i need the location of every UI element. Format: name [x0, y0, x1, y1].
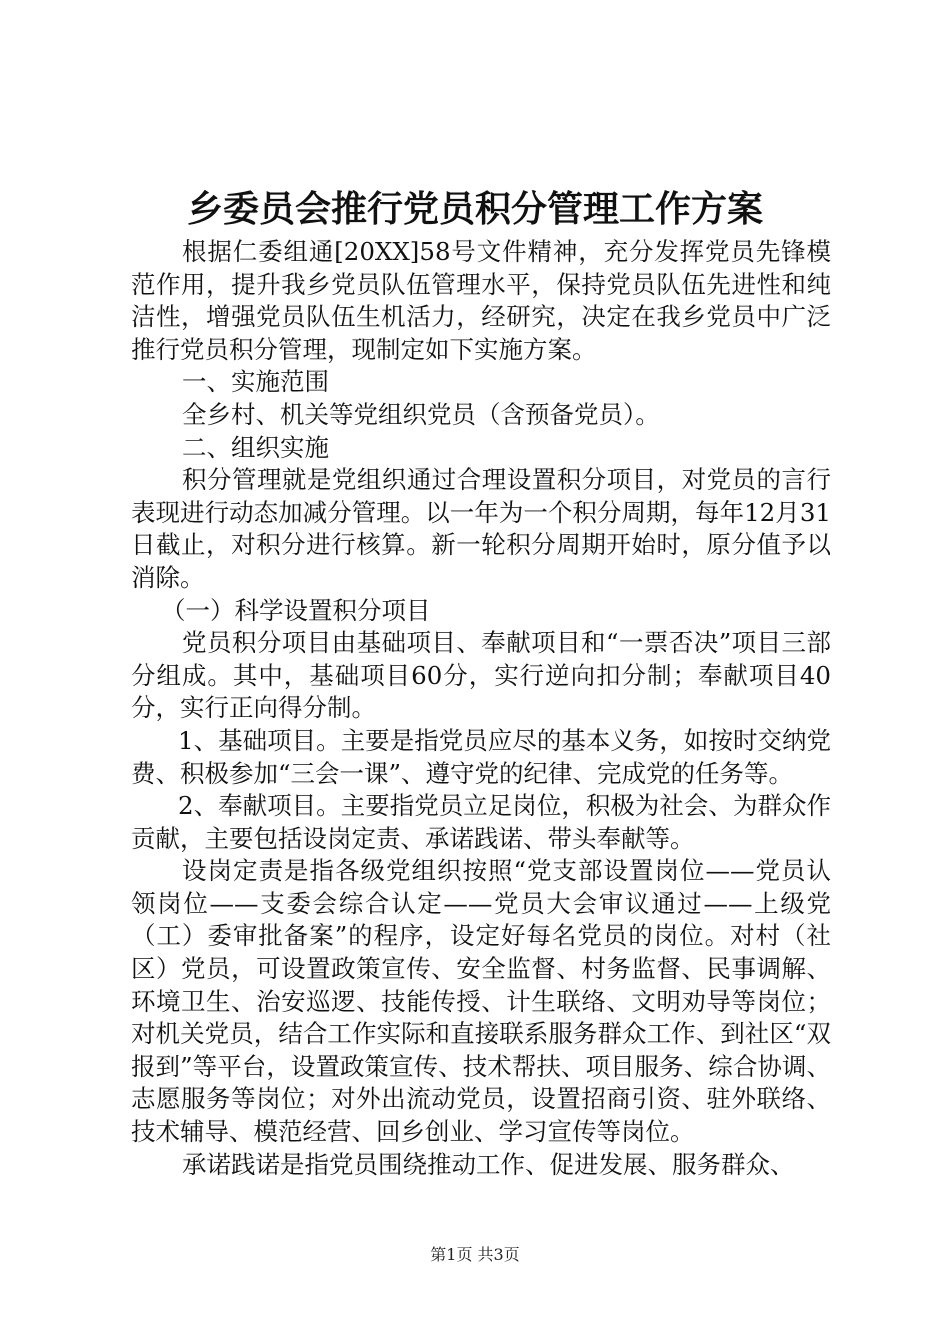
paragraph-implementation: 积分管理就是党组织通过合理设置积分项目，对党员的言行表现进行动态加减分管理。以一年为一个积分周期，每年12月31日截止，对积分进行核算。新一轮积分周期开始时，原分值予以消除。: [131, 465, 831, 592]
paragraph-items: 党员积分项目由基础项目、奉献项目和“一票否决”项目三部分组成。其中，基础项目60分，实行逆向扣分制；奉献项目40分，实行正向得分制。: [131, 628, 831, 723]
section-heading-implementation: 二、组织实施: [182, 432, 329, 462]
paragraph-contribution-items: 2、奉献项目。主要指党员立足岗位，积极为社会、为群众作贡献，主要包括设岗定责、承诺践诺、带头奉献等。: [131, 791, 831, 853]
subsection-heading-items: （一）科学设置积分项目: [161, 595, 431, 625]
document-body: [131, 236, 831, 1181]
paragraph-intro: 根据仁委组通[20XX]58号文件精神，充分发挥党员先锋模范作用，提升我乡党员队伍管理水平，保持党员队伍先进性和纯洁性，增强党员队伍生机活力，经研究，决定在我乡党员中广泛推行党员积分管理，现制定如下实施方案。: [131, 237, 831, 364]
paragraph-basic-items: 1、基础项目。主要是指党员应尽的基本义务，如按时交纳党费、积极参加“三会一课”、遵守党的纪律、完成党的任务等。: [131, 725, 831, 788]
section-heading-scope: 一、实施范围: [182, 367, 329, 397]
paragraph-scope: 全乡村、机关等党组织党员（含预备党员）。: [182, 399, 660, 429]
page-number: 第1页 共3页: [430, 1245, 520, 1264]
document-title: 乡委员会推行党员积分管理工作方案: [186, 188, 763, 230]
paragraph-promises: 承诺践诺是指党员围绕推动工作、促进发展、服务群众、: [182, 1149, 795, 1179]
paragraph-post-duties: 设岗定责是指各级党组织按照“党支部设置岗位——党员认领岗位——支委会综合认定——党员大会审议通过——上级党（工）委审批备案”的程序，设定好每名党员的岗位。对村（社区）党员，可设置政策宣传、安全监督、村务监督、民事调解、环境卫生、治安巡逻、技能传授、计生联络、文明劝导等岗位；对机关党员，结合工作实际和直接联系服务群众工作、到社区“双报到”等平台，设置政策宣传、技术帮扶、项目服务、综合协调、志愿服务等岗位；对外出流动党员，设置招商引资、驻外联络、技术辅导、模范经营、回乡创业、学习宣传等岗位。: [131, 856, 831, 1147]
